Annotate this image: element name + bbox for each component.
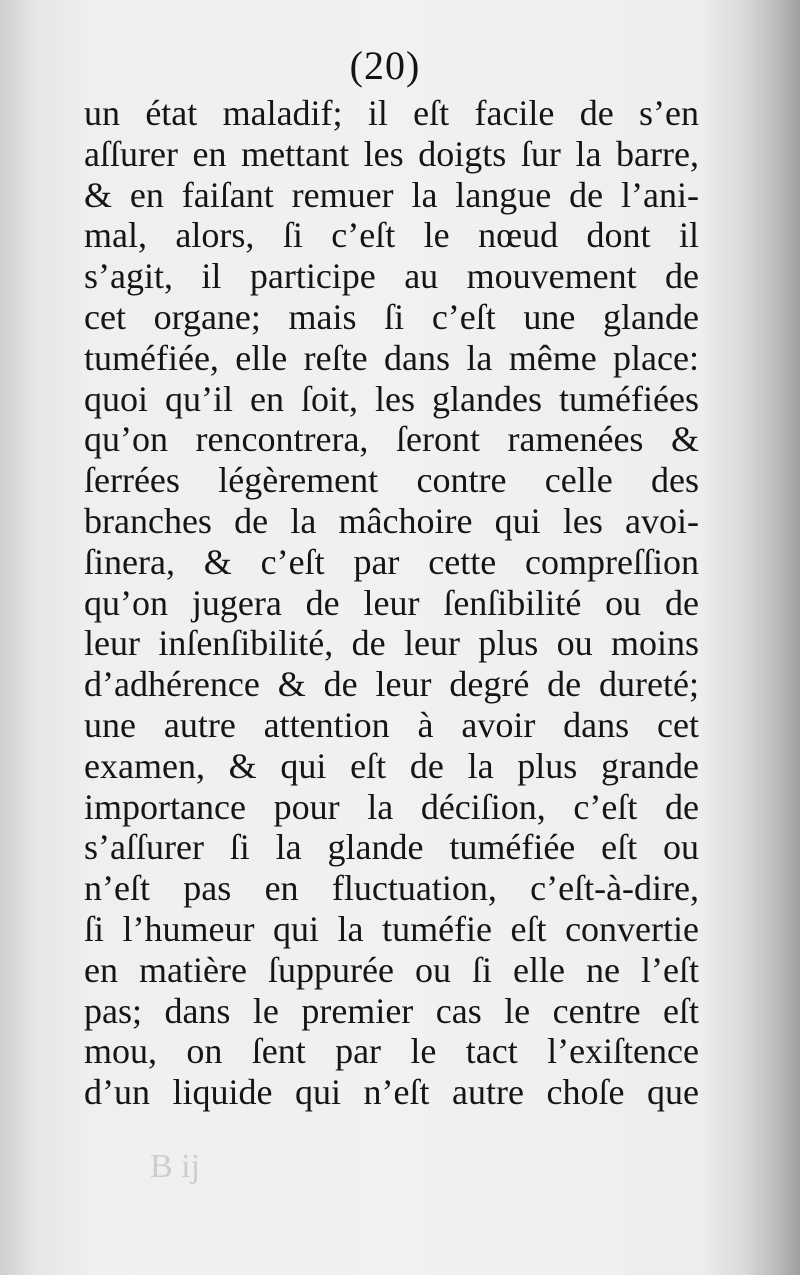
text-line: importance pour la déciſion, c’eſt de [84,786,699,827]
page-number: (20) [349,43,421,88]
text-line: pas; dans le premier cas le centre eſt [84,990,699,1031]
text-line: cet organe; mais ſi c’eſt une glande [84,296,699,337]
text-line: s’aſſurer ſi la glande tuméfiée eſt ou [84,827,699,868]
text-line: un état maladif; il eſt facile de s’en [84,93,699,133]
text-line: quoi qu’il en ſoit, les glandes tuméfiées [84,378,699,419]
text-line: ſinera, & c’eſt par cette compreſſion [84,541,699,582]
bleed-through-signature: B ij [150,1148,201,1185]
text-line: examen, & qui eſt de la plus grande [84,745,699,786]
text-line: leur inſenſibilité, de leur plus ou moins [84,623,699,664]
body-text [84,93,699,1113]
text-line: qu’on jugera de leur ſenſibilité ou de [84,582,699,623]
text-line: une autre attention à avoir dans cet [84,704,699,745]
text-line: ſi l’humeur qui la tuméfie eſt convertie [84,908,699,949]
text-line: tuméfiée, elle reſte dans la même place: [84,337,699,378]
text-line: s’agit, il participe au mouvement de [84,256,699,297]
text-line: aſſurer en mettant les doigts ſur la barre, [84,133,699,174]
text-line: ſerrées légèrement contre celle des [84,460,699,501]
text-line: qu’on rencontrera, ſeront ramenées & [84,419,699,460]
text-line: d’un liquide qui n’eſt autre choſe que [84,1072,699,1113]
text-line: n’eſt pas en fluctuation, c’eſt-à-dire, [84,868,699,909]
text-line: mou, on ſent par le tact l’exiſtence [84,1031,699,1072]
text-line: & en faiſant remuer la langue de l’ani- [84,174,699,215]
text-line: branches de la mâchoire qui les avoi- [84,500,699,541]
text-line: mal, alors, ſi c’eſt le nœud dont il [84,215,699,256]
text-line: d’adhérence & de leur degré de dureté; [84,664,699,705]
text-line: en matière ſuppurée ou ſi elle ne l’eſt [84,949,699,990]
